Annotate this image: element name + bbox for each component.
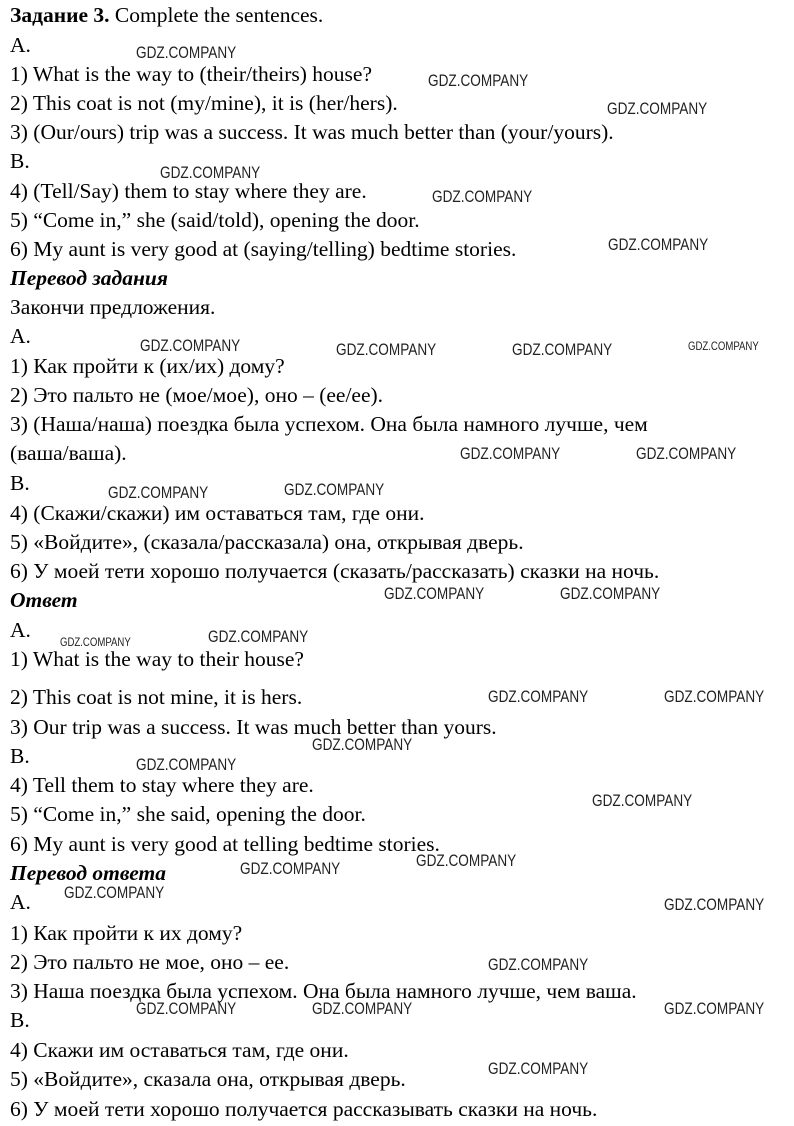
watermark: GDZ.COMPANY bbox=[488, 687, 589, 706]
watermark: GDZ.COMPANY bbox=[664, 687, 765, 706]
task-title-rest: Complete the sentences. bbox=[109, 3, 324, 27]
task-translation-section-a: A. bbox=[10, 324, 31, 348]
watermark: GDZ.COMPANY bbox=[384, 584, 485, 603]
task-section-a: A. bbox=[10, 33, 31, 57]
answer-translation-line-5: 5) «Войдите», сказала она, открывая дверь. bbox=[10, 1067, 406, 1091]
task-translation-section-b: B. bbox=[10, 471, 30, 495]
task-title bbox=[10, 2, 323, 28]
watermark: GDZ.COMPANY bbox=[592, 791, 693, 810]
task-line-5: 5) “Come in,” she (said/told), opening the door. bbox=[10, 208, 420, 232]
task-translation-intro: Закончи предложения. bbox=[10, 295, 216, 319]
task-translation-heading: Перевод задания bbox=[10, 266, 168, 290]
watermark: GDZ.COMPANY bbox=[488, 1059, 589, 1078]
task-line-6: 6) My aunt is very good at (saying/telling) bedtime stories. bbox=[10, 237, 517, 261]
watermark: GDZ.COMPANY bbox=[312, 999, 413, 1018]
watermark: GDZ.COMPANY bbox=[664, 999, 765, 1018]
task-translation-line-6: 6) У моей тети хорошо получается (сказать/рассказать) сказки на ночь. bbox=[10, 559, 660, 583]
watermark: GDZ.COMPANY bbox=[416, 851, 517, 870]
watermark: GDZ.COMPANY bbox=[428, 71, 529, 90]
watermark: GDZ.COMPANY bbox=[664, 895, 765, 914]
watermark: GDZ.COMPANY bbox=[336, 340, 437, 359]
watermark: GDZ.COMPANY bbox=[136, 755, 237, 774]
answer-translation-section-a: A. bbox=[10, 890, 31, 914]
task-translation-line-1: 1) Как пройти к (их/их) дому? bbox=[10, 354, 285, 378]
watermark: GDZ.COMPANY bbox=[136, 43, 237, 62]
task-line-1: 1) What is the way to (their/theirs) house? bbox=[10, 62, 373, 86]
watermark: GDZ.COMPANY bbox=[60, 635, 131, 649]
answer-heading: Ответ bbox=[10, 588, 78, 612]
answer-line-6: 6) My aunt is very good at telling bedtime stories. bbox=[10, 832, 440, 856]
watermark: GDZ.COMPANY bbox=[312, 735, 413, 754]
watermark: GDZ.COMPANY bbox=[160, 163, 261, 182]
answer-translation-line-1: 1) Как пройти к их дому? bbox=[10, 921, 243, 945]
watermark: GDZ.COMPANY bbox=[240, 859, 341, 878]
task-section-b: B. bbox=[10, 149, 30, 173]
answer-line-5: 5) “Come in,” she said, opening the door. bbox=[10, 802, 366, 826]
watermark: GDZ.COMPANY bbox=[512, 340, 613, 359]
answer-section-a: A. bbox=[10, 618, 31, 642]
answer-translation-line-4: 4) Скажи им оставаться там, где они. bbox=[10, 1038, 349, 1062]
task-line-2: 2) This coat is not (my/mine), it is (her/hers). bbox=[10, 91, 398, 115]
watermark: GDZ.COMPANY bbox=[432, 187, 533, 206]
task-line-3: 3) (Our/ours) trip was a success. It was much better than (your/yours). bbox=[10, 120, 614, 144]
answer-line-4: 4) Tell them to stay where they are. bbox=[10, 773, 314, 797]
answer-translation-line-3: 3) Наша поездка была успехом. Она была намного лучше, чем ваша. bbox=[10, 979, 637, 1003]
answer-section-b: B. bbox=[10, 744, 30, 768]
answer-line-3: 3) Our trip was a success. It was much better than yours. bbox=[10, 715, 497, 739]
watermark: GDZ.COMPANY bbox=[284, 480, 385, 499]
watermark: GDZ.COMPANY bbox=[140, 336, 241, 355]
answer-translation-section-b: B. bbox=[10, 1008, 30, 1032]
answer-translation-line-2: 2) Это пальто не мое, оно – ее. bbox=[10, 950, 290, 974]
watermark: GDZ.COMPANY bbox=[136, 999, 237, 1018]
answer-translation-heading: Перевод ответа bbox=[10, 861, 166, 885]
watermark: GDZ.COMPANY bbox=[488, 955, 589, 974]
watermark: GDZ.COMPANY bbox=[560, 584, 661, 603]
answer-translation-line-6: 6) У моей тети хорошо получается рассказывать сказки на ночь. bbox=[10, 1097, 598, 1121]
task-translation-line-3b: (ваша/ваша). bbox=[10, 441, 127, 465]
answer-line-1: 1) What is the way to their house? bbox=[10, 647, 304, 671]
answer-line-2: 2) This coat is not mine, it is hers. bbox=[10, 685, 303, 709]
task-translation-line-4: 4) (Скажи/скажи) им оставаться там, где они. bbox=[10, 501, 425, 525]
watermark: GDZ.COMPANY bbox=[208, 627, 309, 646]
watermark: GDZ.COMPANY bbox=[64, 883, 165, 902]
watermark: GDZ.COMPANY bbox=[636, 444, 737, 463]
task-translation-line-2: 2) Это пальто не (мое/мое), оно – (ее/ее). bbox=[10, 383, 384, 407]
task-translation-line-3: 3) (Наша/наша) поездка была успехом. Она была намного лучше, чем bbox=[10, 412, 648, 436]
task-title-bold: Задание 3. bbox=[10, 3, 110, 27]
watermark: GDZ.COMPANY bbox=[108, 483, 209, 502]
task-translation-line-5: 5) «Войдите», (сказала/рассказала) она, открывая дверь. bbox=[10, 530, 524, 554]
watermark: GDZ.COMPANY bbox=[608, 235, 709, 254]
watermark: GDZ.COMPANY bbox=[607, 99, 708, 118]
watermark: GDZ.COMPANY bbox=[688, 339, 759, 353]
task-line-4: 4) (Tell/Say) them to stay where they are. bbox=[10, 179, 367, 203]
watermark: GDZ.COMPANY bbox=[460, 444, 561, 463]
